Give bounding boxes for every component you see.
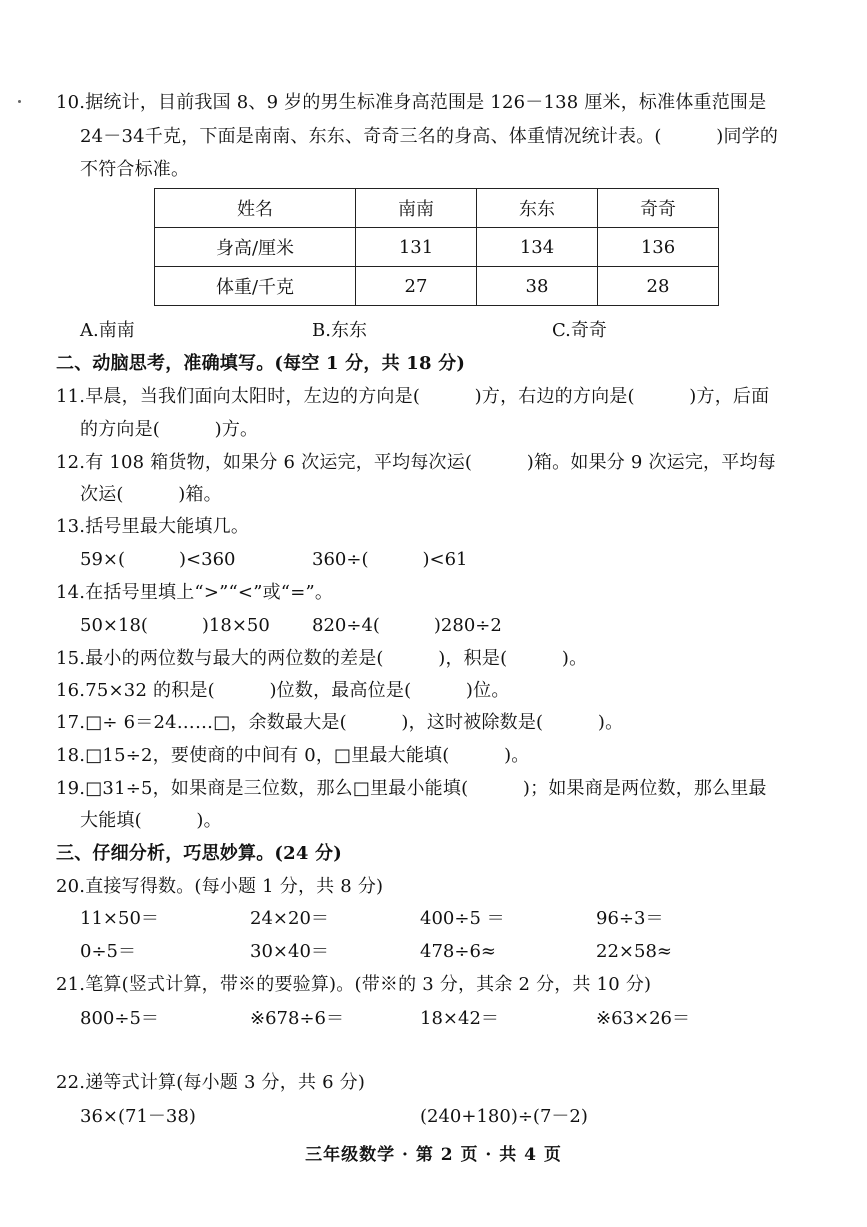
- q20-title: 20.直接写得数。(每小题 1 分，共 8 分): [56, 876, 384, 897]
- q19-line2: 大能填( )。: [80, 810, 222, 831]
- q12-line2: 次运( )箱。: [80, 484, 222, 505]
- q21-item: 800÷5＝: [80, 1008, 159, 1029]
- q13-item: 360÷( )<61: [312, 549, 468, 570]
- table-cell: 体重/千克: [155, 267, 356, 306]
- option-a: A.南南: [80, 320, 135, 341]
- q12-line1: 12.有 108 箱货物，如果分 6 次运完，平均每次运( )箱。如果分 9 次运完，平均每: [56, 452, 776, 473]
- table-cell: 136: [598, 228, 719, 267]
- q14-item: 50×18( )18×50: [80, 615, 270, 636]
- q10-line1: 10.据统计，目前我国 8、9 岁的男生标准身高范围是 126－138 厘米，标准体重范围是: [56, 92, 767, 113]
- q20-item: 0÷5＝: [80, 941, 136, 962]
- q21-title: 21.笔算(竖式计算，带※的要验算)。(带※的 3 分，其余 2 分，共 10 分): [56, 974, 652, 995]
- table-cell: 28: [598, 267, 719, 306]
- q22-item: (240+180)÷(7－2): [420, 1106, 588, 1127]
- table-header-cell: 奇奇: [598, 189, 719, 228]
- q20-item: 478÷6≈: [420, 941, 496, 962]
- table-cell: 134: [477, 228, 598, 267]
- q10-line2: 24－34千克，下面是南南、东东、奇奇三名的身高、体重情况统计表。( )同学的: [80, 126, 779, 147]
- table-header-cell: 南南: [356, 189, 477, 228]
- q10-line3: 不符合标准。: [80, 159, 190, 180]
- table-header-row: [155, 189, 719, 228]
- q17: 17.□÷ 6＝24……□，余数最大是( )，这时被除数是( )。: [56, 712, 624, 733]
- section-3-heading: 三、仔细分析，巧思妙算。(24 分): [56, 843, 342, 864]
- q13-item: 59×( )<360: [80, 549, 236, 570]
- section-2-heading: 二、动脑思考，准确填写。(每空 1 分，共 18 分): [56, 353, 466, 374]
- page-footer: 三年级数学 · 第 2 页 · 共 4 页: [305, 1145, 562, 1165]
- q15: 15.最小的两位数与最大的两位数的差是( )，积是( )。: [56, 648, 588, 669]
- stats-table: [154, 188, 719, 306]
- q21-item: ※63×26＝: [596, 1008, 690, 1029]
- table-row: [155, 228, 719, 267]
- q20-item: 22×58≈: [596, 941, 672, 962]
- q21-item: ※678÷6＝: [250, 1008, 344, 1029]
- option-c: C.奇奇: [552, 320, 607, 341]
- q11-line1: 11.早晨，当我们面向太阳时，左边的方向是( )方，右边的方向是( )方，后面: [56, 386, 770, 407]
- q14-title: 14.在括号里填上“>”“<”或“=”。: [56, 582, 334, 603]
- q18: 18.□15÷2，要使商的中间有 0，□里最大能填( )。: [56, 745, 530, 766]
- table-cell: 身高/厘米: [155, 228, 356, 267]
- q20-item: 30×40＝: [250, 941, 329, 962]
- table-cell: 27: [356, 267, 477, 306]
- q11-line2: 的方向是( )方。: [80, 419, 259, 440]
- q22-title: 22.递等式计算(每小题 3 分，共 6 分): [56, 1072, 366, 1093]
- q20-item: 400÷5 ＝: [420, 908, 505, 929]
- q13-title: 13.括号里最大能填几。: [56, 516, 250, 537]
- table-row: [155, 267, 719, 306]
- q21-item: 18×42＝: [420, 1008, 499, 1029]
- q14-item: 820÷4( )280÷2: [312, 615, 502, 636]
- q22-item: 36×(71－38): [80, 1106, 196, 1127]
- q19-line1: 19.□31÷5，如果商是三位数，那么□里最小能填( )；如果商是两位数，那么里最: [56, 778, 767, 799]
- table-cell: 131: [356, 228, 477, 267]
- table-header-cell: 东东: [477, 189, 598, 228]
- q20-item: 96÷3＝: [596, 908, 664, 929]
- q20-item: 24×20＝: [250, 908, 329, 929]
- table-header-cell: 姓名: [155, 189, 356, 228]
- table-cell: 38: [477, 267, 598, 306]
- option-b: B.东东: [312, 320, 367, 341]
- scan-speck: [18, 100, 21, 103]
- q20-item: 11×50＝: [80, 908, 159, 929]
- q16: 16.75×32 的积是( )位数，最高位是( )位。: [56, 680, 510, 701]
